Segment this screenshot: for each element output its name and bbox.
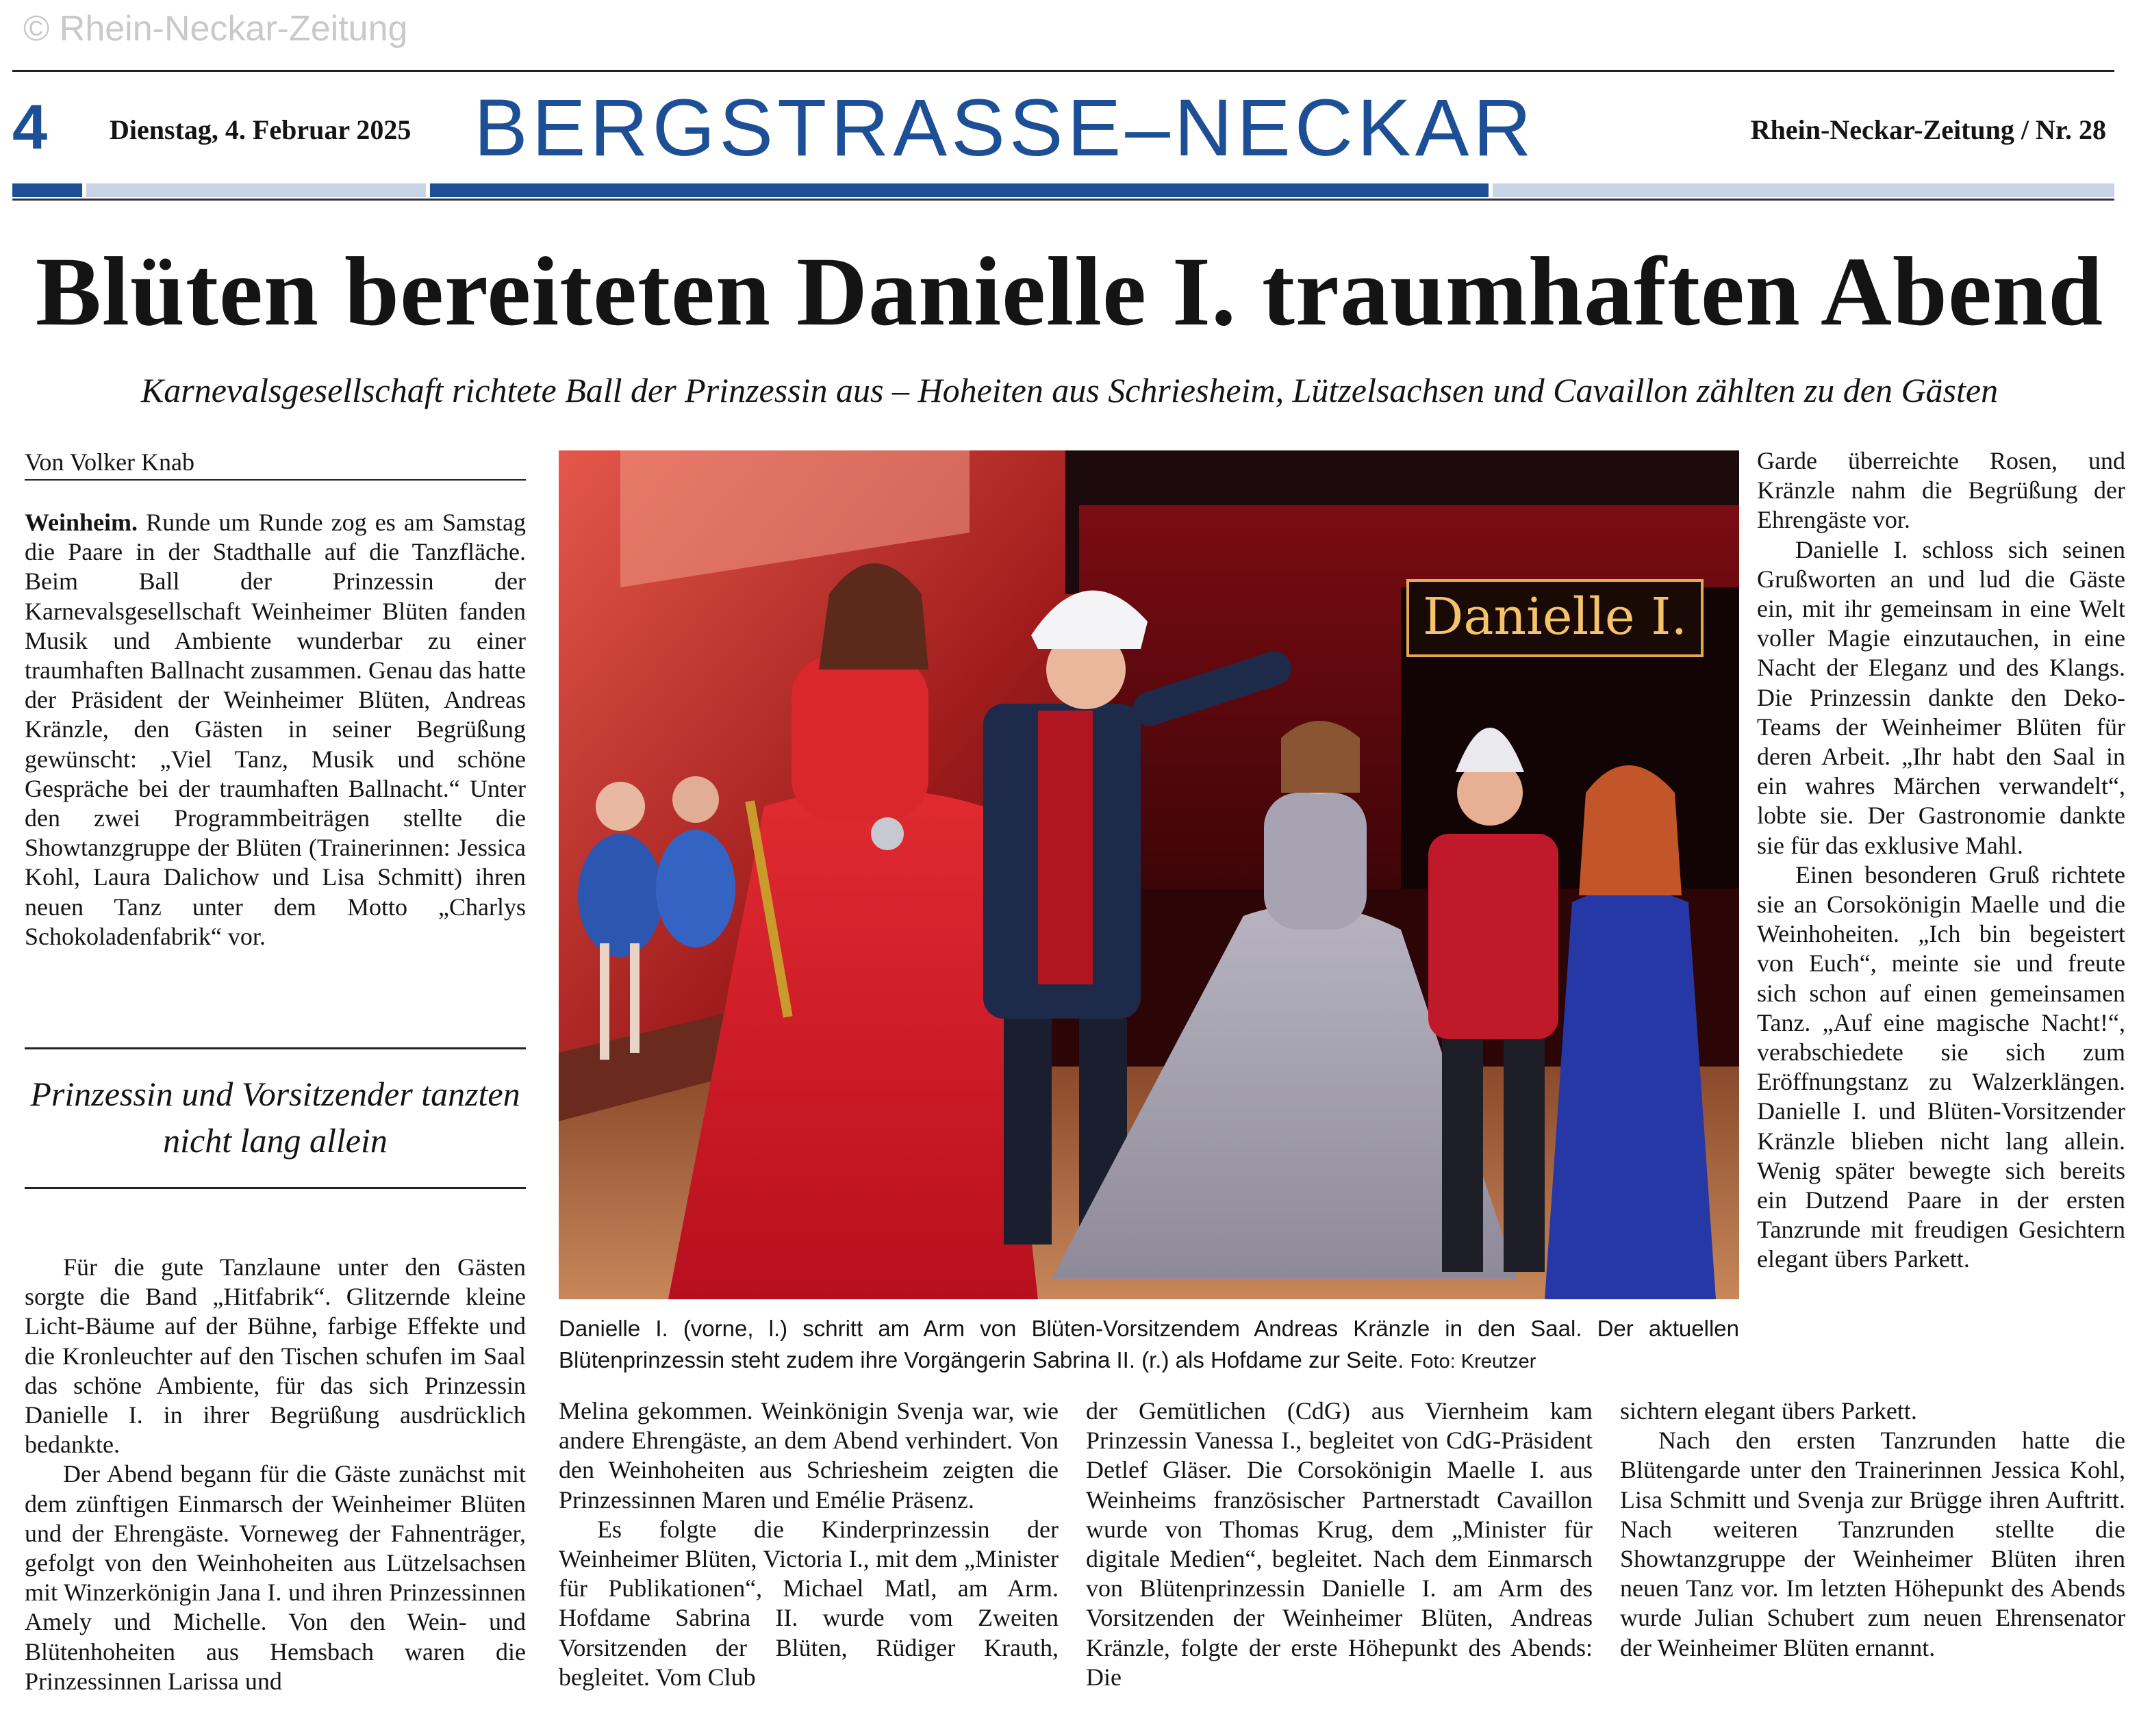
article-paragraph: Garde überreichte Rosen, und Kränzle nahm die Begrüßung der Ehrengäste vor. bbox=[1757, 447, 2125, 534]
page-number: 4 bbox=[12, 92, 48, 162]
article-column-4-bottom bbox=[1620, 1396, 2125, 1736]
article-paragraph: Es folgte die Kinderprinzessin der Weinheimer Blüten, Victoria I., mit dem „Minister für Publikationen“, Michael Matl, am Arm. Hofdame Sabrina II. wurde vom Zweiten Vorsitzenden der Blüten, Rüdiger Krauth, begleitet. Vom Club bbox=[559, 1515, 1059, 1691]
photo-caption bbox=[559, 1313, 1739, 1377]
section-title: BERGSTRASSE–NECKAR bbox=[474, 83, 1536, 173]
article-column-4-top bbox=[1757, 446, 2125, 1414]
article-subheadline: Karnevalsgesellschaft richtete Ball der Prinzessin aus – Hoheiten aus Schriesheim, Lützelsachsen und Cavaillon zählten zu den Gästen bbox=[140, 371, 1999, 409]
copyright-watermark: © Rhein-Neckar-Zeitung bbox=[23, 9, 408, 49]
issue-date: Dienstag, 4. Februar 2025 bbox=[110, 114, 412, 145]
article-paragraph: Einen besonderen Gruß richtete sie an Corsokönigin Maelle und die Weinhoheiten. „Ich bin begeistert von Euch“, meinte sie und freute sich schon auf einen gemeinsamen Tanz. „Auf eine magische Nacht!“, verabschiedete sie sich zum Eröffnungstanz zu Walzerklängen. Danielle I. und Blüten-Vorsitzender Kränzle blieben nicht lang allein. Wenig später bewegte sich bereits ein Dutzend Paare in der ersten Tanzrunde mit freudigen Gesichtern elegant übers Parkett. bbox=[1757, 860, 2125, 1273]
paragraph-text: Runde um Runde zog es am Samstag die Paare in der Stadthalle auf die Tanzfläche. Beim Ball der Prinzessin der Karnevalsgesellschaft Weinheimer Blüten fanden Musik und Ambiente wunderbar zu einer traumhaften Ballnacht zusammen. Genau das hatte der Präsident der Weinheimer Blüten, Andreas Kränzle, den Gästen in seiner Begrüßung gewünscht: „Viel Tanz, Musik und schöne Gespräche bei der traumhaften Ballnacht.“ Unter den zwei Programmbeiträgen stellte die Showtanzgruppe der Blüten (Trainerinnen: Jessica Kohl, Laura Dalichow und Lisa Schmitt) ihren neuen Tanz unter dem Motto „Charlys Schokoladenfabrik“ vor. bbox=[25, 509, 526, 950]
header-bar-segment bbox=[86, 183, 426, 197]
article-paragraph: Für die gute Tanzlaune unter den Gästen sorgte die Band „Hitfabrik“. Glitzernde kleine Licht-Bäume auf der Bühne, farbige Effekte und die Kronleuchter auf den Tischen schufen im Saal das schöne Ambiente, für das sich Prinzessin Danielle I. in ihrer Begrüßung ausdrücklich bedankte. bbox=[25, 1253, 526, 1459]
banner bbox=[1408, 580, 1702, 656]
article-column-3 bbox=[1086, 1396, 1593, 1736]
article-column-1-bottom bbox=[25, 1253, 526, 1732]
caption-text: Danielle I. (vorne, l.) schritt am Arm von Blüten-Vorsitzendem Andreas Kränzle in den Saal. Der aktuellen Blütenprinzessin steht zudem ihre Vorgängerin Sabrina II. (r.) als Hofdame zur Seite. bbox=[559, 1316, 1739, 1373]
article-paragraph: Melina gekommen. Weinkönigin Svenja war, wie andere Ehrengäste, an dem Abend verhindert. Von den Weinhoheiten aus Schriesheim zeigten die Prinzessinnen Maren und Emélie Präsenz. bbox=[559, 1397, 1059, 1514]
article-paragraph: Danielle I. schloss sich seinen Grußworten an und lud die Gäste ein, mit ihr gemeinsam in eine Welt voller Magie einzutauchen, in eine Nacht der Eleganz und des Klangs. Die Prinzessin dankte den Deko-Teams der Weinheimer Blüten für deren Arbeit. „Ihr habt den Saal in ein wahres Märchen verwandelt“, lobte sie. Der Gastronomie dankte sie für das exklusive Mahl. bbox=[1757, 535, 2125, 859]
banner-text: Danielle I. bbox=[1423, 587, 1687, 646]
byline: Von Volker Knab bbox=[25, 448, 195, 476]
article-paragraph-continued: sichtern elegant übers Parkett. bbox=[1620, 1397, 1917, 1425]
header-bar-segment bbox=[12, 183, 82, 197]
header-rule bbox=[12, 199, 2114, 201]
pull-quote: Prinzessin und Vorsitzender tanzten nicht lang allein bbox=[30, 1075, 520, 1160]
article-photo bbox=[559, 450, 1739, 1299]
dateline: Weinheim. bbox=[25, 509, 138, 536]
article-column-1-top bbox=[25, 508, 526, 1025]
top-rule bbox=[12, 70, 2114, 72]
pull-quote-rule bbox=[25, 1047, 526, 1049]
article-paragraph: Der Abend begann für die Gäste zunächst mit dem zünftigen Einmarsch der Weinheimer Blüten und der Ehrengäste. Vorneweg der Fahnenträger, gefolgt von den Weinhoheiten aus Lützelsachsen mit Winzerkönigin Jana I. und ihren Prinzessinnen Amely und Michelle. Von den Wein- und Blütenhoheiten aus Hemsbach waren die Prinzessinnen Larissa und bbox=[25, 1460, 526, 1695]
article-column-2 bbox=[559, 1396, 1059, 1736]
ball-scene-illustration bbox=[559, 450, 1739, 1299]
pull-quote-rule bbox=[25, 1187, 526, 1189]
byline-rule bbox=[25, 479, 526, 481]
photo-credit: Foto: Kreutzer bbox=[1410, 1351, 1536, 1373]
paper-issue: Rhein-Neckar-Zeitung / Nr. 28 bbox=[1750, 114, 2106, 145]
article-paragraph bbox=[25, 508, 526, 952]
article-paragraph: der Gemütlichen (CdG) aus Viernheim kam Prinzessin Vanessa I., begleitet von CdG-Präsident Detlef Gläser. Die Corsokönigin Maelle I. aus Weinheims französischer Partnerstadt Cavaillon wurde von Thomas Krug, dem „Minister für digitale Medien“, begleitet. Nach dem Einmarsch von Blütenprinzessin Danielle I. am Arm des Vorsitzenden der Weinheimer Blüten, Andreas Kränzle, folgte der erste Höhepunkt des Abends: Die bbox=[1086, 1397, 1593, 1691]
header-bar-segment bbox=[430, 183, 1489, 197]
article-paragraph: Nach den ersten Tanzrunden hatte die Blütengarde unter den Trainerinnen Jessica Kohl, Lisa Schmitt und Svenja zur Brügge ihren Auftritt. Nach weiteren Tanzrunden stellte die Showtanzgruppe der Weinheimer Blüten ihren neuen Tanz vor. Im letzten Höhepunkt des Abends wurde Julian Schubert zum neuen Ehrensenator der Weinheimer Blüten ernannt. bbox=[1620, 1427, 2125, 1661]
article-headline: Blüten bereiteten Danielle I. traumhaften Abend bbox=[35, 238, 2104, 346]
header-bar-segment bbox=[1493, 183, 2114, 197]
